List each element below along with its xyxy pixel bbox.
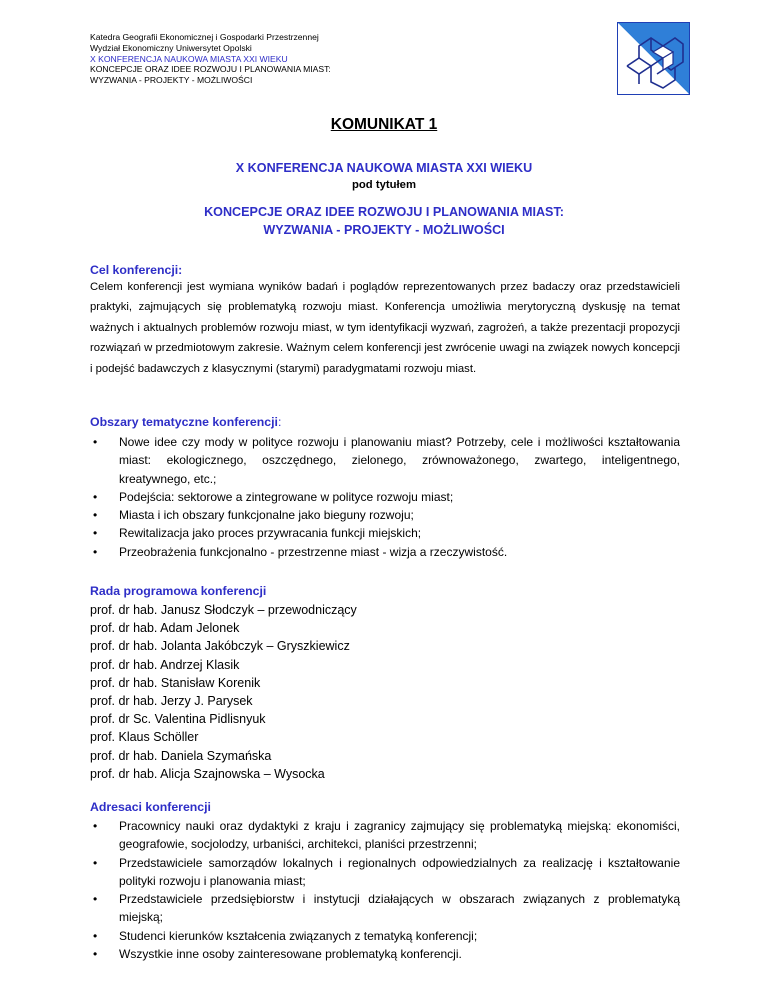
audience-item-text: Przedstawiciele samorządów lokalnych i regionalnych odpowiedzialnych za realizację i kształtowanie polityki rozwoju i planowania miast; <box>119 855 680 888</box>
bullet-icon: • <box>93 435 98 449</box>
council-member: prof. dr hab. Jerzy J. Parysek <box>90 694 253 709</box>
audience-item-text: Przedstawiciele przedsiębiorstw i instytucji działających w obszarach związanych z problematyką miejską; <box>119 892 680 925</box>
header-faculty: Wydział Ekonomiczny Uniwersytet Opolski <box>90 42 252 53</box>
list-item <box>90 506 680 524</box>
audience-item-text: Wszystkie inne osoby zainteresowane problematyką konferencji. <box>119 947 462 962</box>
council-heading: Rada programowa konferencji <box>90 584 267 598</box>
bullet-icon: • <box>93 855 98 870</box>
topics-heading-colon: : <box>277 415 282 429</box>
bullet-icon: • <box>93 819 98 833</box>
goal-heading: Cel konferencji: <box>90 263 183 277</box>
council-member: prof. dr hab. Adam Jelonek <box>90 621 240 636</box>
topic-item-text: Nowe idee czy mody w polityce rozwoju i planowaniu miast? Potrzeby, cele i możliwości kształtowania miast: ekologicznego, oszczędnego, zielonego, zrównoważonego, zwartego, inteligentnego, kreatywnego, etc.; <box>119 435 680 486</box>
audience-list <box>90 817 680 963</box>
list-item <box>90 890 680 927</box>
topic-item-text: Przeobrażenia funkcjonalno - przestrzenne miast - wizja a rzeczywistość. <box>119 544 508 559</box>
topics-heading-text: Obszary tematyczne konferencji <box>90 415 278 429</box>
list-item <box>90 524 680 542</box>
council-member: prof. dr hab. Andrzej Klasik <box>90 657 240 672</box>
topic-item-text: Rewitalizacja jako proces przywracania funkcji miejskich; <box>119 526 422 541</box>
list-item <box>90 927 680 945</box>
conference-name: X KONFERENCJA NAUKOWA MIASTA XXI WIEKU <box>235 161 533 175</box>
conference-logo-icon <box>617 22 690 95</box>
goal-text: Celem konferencji jest wymiana wyników badań i poglądów reprezentowanych przez badaczy oraz przedstawicieli praktyki, zajmujących się problematyką rozwoju miast. Konferencja umożliwia merytoryczną dyskusję na temat ważnych i aktualnych problemów rozwoju miast, w tym identyfikacji wyzwań, zagrożeń, a także prezentacji propozycji rozwiązań w przedmiotowym zakresie. Ważnym celem konferencji jest zwrócenie uwagi na związek nowych koncepcji i podejść badawczych z klasycznymi (starymi) paradygmatami rozwoju miast. <box>90 281 680 375</box>
council-member: prof. dr hab. Janusz Słodczyk – przewodniczący <box>90 603 357 617</box>
audience-item-text: Pracownicy nauki oraz dydaktyki z kraju i zagranicy zajmujący się problematyką miejską: ekonomiści, geografowie, socjolodzy, urbaniści, architekci, planiści przestrzenni; <box>119 819 680 852</box>
audience-item-text: Studenci kierunków kształcenia związanych z tematyką konferencji; <box>119 928 478 943</box>
conference-topic-line-2: WYZWANIA - PROJEKTY - MOŻLIWOŚCI <box>263 223 505 237</box>
topics-list <box>90 433 680 561</box>
list-item <box>90 817 680 854</box>
header-conference: X KONFERENCJA NAUKOWA MIASTA XXI WIEKU <box>90 53 288 64</box>
council-member: prof. Klaus Schöller <box>90 730 199 745</box>
header-topic-1: KONCEPCJE ORAZ IDEE ROZWOJU I PLANOWANIA MIAST: <box>90 64 331 75</box>
list-item <box>90 433 680 488</box>
council-member: prof. dr hab. Daniela Szymańska <box>90 748 272 763</box>
council-list <box>90 601 357 783</box>
topic-item-text: Miasta i ich obszary funkcjonalne jako bieguny rozwoju; <box>119 508 414 523</box>
header-department: Katedra Geografii Ekonomicznej i Gospodarki Przestrzennej <box>90 32 319 42</box>
list-item <box>90 945 680 963</box>
bullet-icon: • <box>93 947 98 962</box>
bullet-icon: • <box>93 508 98 523</box>
council-member: prof. dr hab. Jolanta Jakóbczyk – Gryszkiewicz <box>90 639 350 654</box>
topics-heading <box>90 415 281 429</box>
conference-topic-line-1: KONCEPCJE ORAZ IDEE ROZWOJU I PLANOWANIA MIAST: <box>204 205 564 219</box>
conference-subtitle-label: pod tytułem <box>351 179 416 191</box>
council-member: prof. dr hab. Stanisław Korenik <box>90 675 261 690</box>
bullet-icon: • <box>93 489 98 504</box>
list-item <box>90 543 680 561</box>
list-item <box>90 488 680 506</box>
topic-item-text: Podejścia: sektorowe a zintegrowane w polityce rozwoju miast; <box>119 489 454 504</box>
header-topic-2: WYZWANIA - PROJEKTY - MOŻLIWOŚCI <box>90 75 253 86</box>
bullet-icon: • <box>93 544 98 559</box>
council-member: prof. dr Sc. Valentina Pidlisnyuk <box>90 712 266 727</box>
bullet-icon: • <box>93 928 98 943</box>
document-header <box>90 32 331 86</box>
page-title: KOMUNIKAT 1 <box>330 116 438 133</box>
audience-heading: Adresaci konferencji <box>90 800 211 814</box>
bullet-icon: • <box>93 892 98 907</box>
council-member: prof. dr hab. Alicja Szajnowska – Wysocka <box>90 766 325 781</box>
list-item <box>90 854 680 891</box>
bullet-icon: • <box>93 526 98 541</box>
